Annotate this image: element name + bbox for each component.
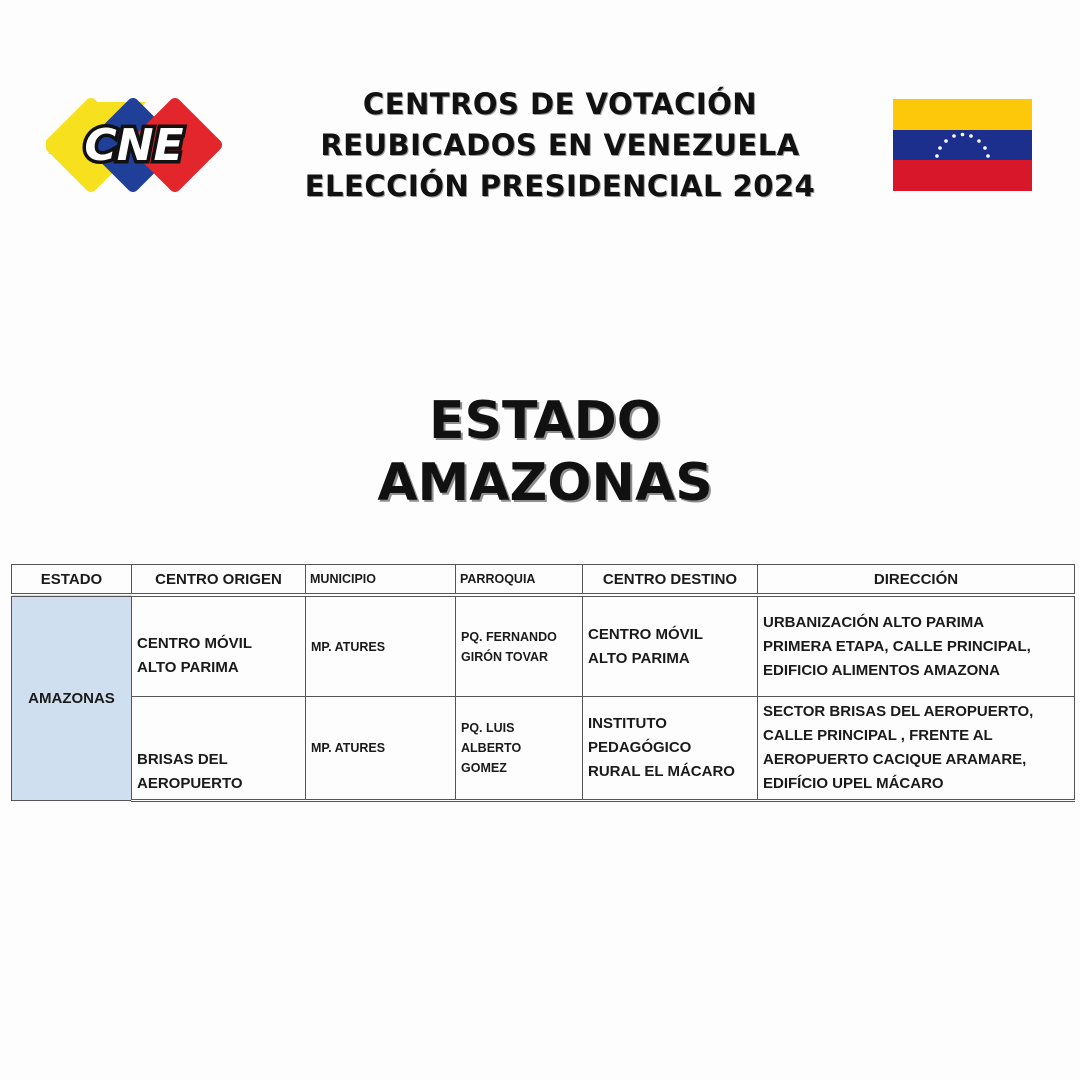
- header-centro-destino: CENTRO DESTINO: [583, 565, 758, 596]
- header-direccion: DIRECCIÓN: [758, 565, 1075, 596]
- parroquia-cell: PQ. FERNANDO GIRÓN TOVAR: [456, 595, 583, 697]
- relocation-table: [11, 564, 1074, 802]
- cne-logo: [46, 92, 226, 192]
- table-row: [12, 697, 1075, 801]
- header-estado: ESTADO: [12, 565, 132, 596]
- table-header-row: [12, 565, 1075, 596]
- logo-text: CNE: [84, 120, 184, 171]
- direccion-cell: SECTOR BRISAS DEL AEROPUERTO, CALLE PRINCIPAL , FRENTE AL AEROPUERTO CACIQUE ARAMARE, EDIFÍCIO UPEL MÁCARO: [758, 697, 1075, 801]
- centro-destino-cell: CENTRO MÓVIL ALTO PARIMA: [583, 595, 758, 697]
- centro-origen-cell: BRISAS DEL AEROPUERTO: [132, 697, 306, 801]
- state-heading: [240, 390, 850, 514]
- page-title: [230, 84, 890, 207]
- state-heading-line-1: ESTADO: [428, 391, 662, 451]
- table-row: [12, 595, 1075, 697]
- header-parroquia: PARROQUIA: [456, 565, 583, 596]
- estado-cell: AMAZONAS: [12, 595, 132, 801]
- title-line-2: REUBICADOS EN VENEZUELA: [320, 128, 800, 162]
- header-municipio: MUNICIPIO: [306, 565, 456, 596]
- direccion-cell: URBANIZACIÓN ALTO PARIMA PRIMERA ETAPA, CALLE PRINCIPAL, EDIFICIO ALIMENTOS AMAZONA: [758, 595, 1075, 697]
- state-heading-line-2: AMAZONAS: [377, 453, 713, 513]
- municipio-cell: MP. ATURES: [306, 595, 456, 697]
- venezuela-flag: [893, 99, 1032, 191]
- header-centro-origen: CENTRO ORIGEN: [132, 565, 306, 596]
- parroquia-cell: PQ. LUIS ALBERTO GOMEZ: [456, 697, 583, 801]
- centro-origen-cell: CENTRO MÓVIL ALTO PARIMA: [132, 595, 306, 697]
- municipio-cell: MP. ATURES: [306, 697, 456, 801]
- title-line-1: CENTROS DE VOTACIÓN: [362, 87, 758, 121]
- centro-destino-cell: INSTITUTO PEDAGÓGICO RURAL EL MÁCARO: [583, 697, 758, 801]
- title-line-3: ELECCIÓN PRESIDENCIAL 2024: [304, 169, 816, 203]
